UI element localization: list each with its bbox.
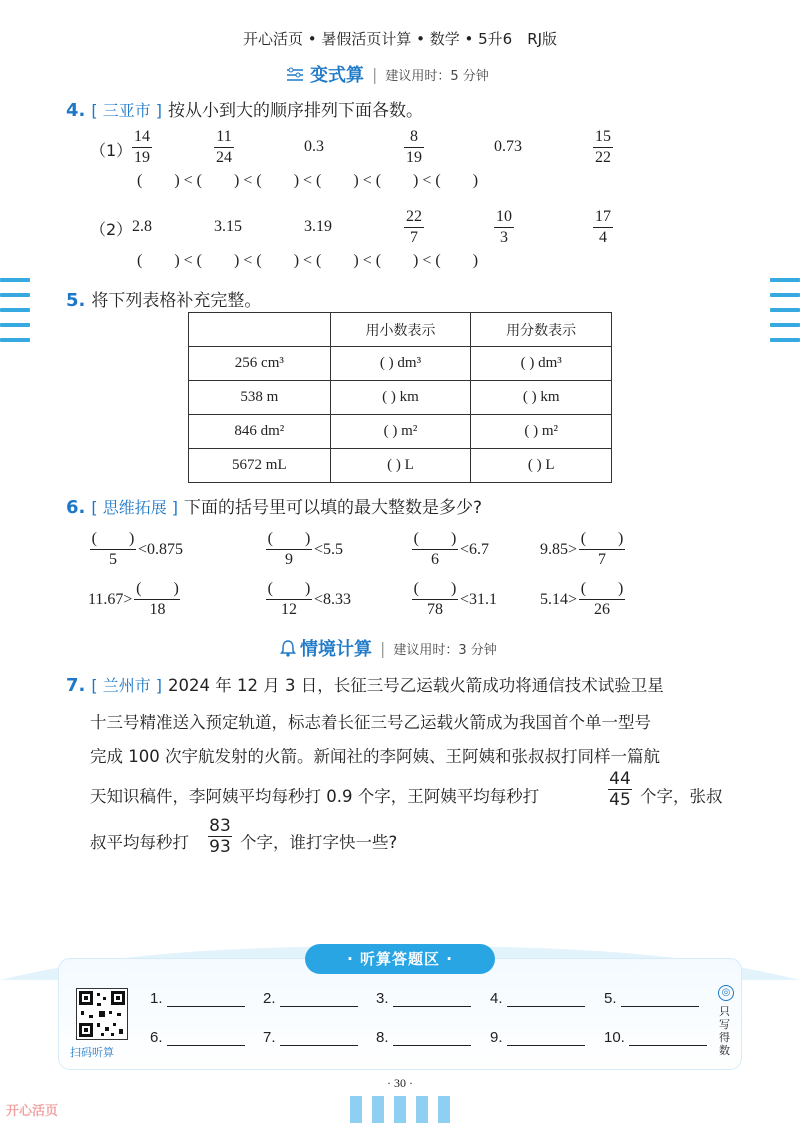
answer-cell[interactable]: ( ) km [330, 381, 471, 415]
fill-blank[interactable]: ( ) [91, 530, 135, 547]
answer-line[interactable] [167, 1032, 245, 1046]
answer-line[interactable] [167, 993, 245, 1007]
number-value: 2.8 [132, 218, 152, 235]
fraction [404, 128, 424, 167]
inequality [264, 530, 343, 569]
inequality-right: <31.1 [460, 590, 498, 608]
question-5-heading [66, 286, 261, 311]
table-header-row [189, 313, 612, 347]
table-row [189, 381, 612, 415]
fill-blank[interactable]: ( ) [267, 530, 311, 547]
question-text: 个字，张叔 [640, 787, 723, 806]
answer-label: 4. [490, 990, 503, 1007]
question-number: 7. [66, 675, 86, 696]
answer-line[interactable] [280, 993, 358, 1007]
denominator: 19 [134, 149, 150, 167]
numerator: 11 [216, 128, 232, 145]
answer-slot[interactable] [263, 990, 358, 1007]
question-text: 天知识稿件，李阿姨平均每秒打 0.9 个字，王阿姨平均每秒打 [90, 787, 540, 806]
answer-cell[interactable]: ( ) L [330, 449, 471, 483]
fill-blank[interactable]: ( ) [580, 580, 624, 597]
table-cell: 256 cm³ [189, 347, 331, 381]
fill-blank[interactable]: ( ) [413, 580, 457, 597]
inequality-left: 5.14> [540, 590, 578, 608]
ear-icon: ◎ [718, 985, 734, 1001]
denominator: 19 [406, 149, 422, 167]
brand-watermark: 开心活页 [6, 1104, 59, 1119]
numerator: 15 [595, 128, 611, 145]
denominator: 9 [285, 551, 293, 569]
page-header: 开心活页 • 暑假活页计算 • 数学 • 5升6 RJ版 [242, 30, 558, 48]
region-tag: [ 三亚市 ] [91, 101, 163, 120]
answer-cell[interactable]: ( ) dm³ [330, 347, 471, 381]
inequality-right: <6.7 [460, 540, 490, 558]
inequality-left: 9.85> [540, 540, 578, 558]
ordering-blanks[interactable]: ( ) < ( ) < ( ) < ( ) < ( ) < ( ) [137, 252, 479, 269]
fraction [593, 208, 613, 247]
table-header-cell [189, 313, 331, 347]
fill-blank[interactable]: ( ) [267, 580, 311, 597]
answer-line[interactable] [507, 993, 585, 1007]
denominator: 6 [431, 551, 439, 569]
answer-line[interactable] [629, 1032, 707, 1046]
answer-line[interactable] [507, 1032, 585, 1046]
fraction [266, 580, 312, 619]
denominator: 24 [216, 149, 232, 167]
answer-slot[interactable] [150, 990, 245, 1007]
answer-label: 10. [604, 1029, 625, 1046]
question-text: 个字，谁打字快一些? [240, 833, 398, 852]
question-text: 完成 100 次宇航发射的火箭。新闻社的李阿姨、王阿姨和张叔叔打同样一篇航 [90, 747, 660, 766]
answer-label: 5. [604, 990, 617, 1007]
answer-slot[interactable] [263, 1029, 358, 1046]
inequality [88, 580, 182, 619]
table-cell: 5672 mL [189, 449, 331, 483]
question-4-heading [66, 96, 423, 121]
answer-line[interactable] [393, 993, 471, 1007]
numerator: 44 [609, 769, 631, 789]
answer-slot[interactable] [604, 1029, 707, 1046]
section-time: 建议用时：5 分钟 [385, 68, 489, 84]
qr-label: 扫码听算 [70, 1046, 114, 1059]
answer-area-title: · 听算答题区 · [305, 944, 495, 974]
ordering-blanks[interactable]: ( ) < ( ) < ( ) < ( ) < ( ) < ( ) [137, 172, 479, 189]
section-heading-2: 情境计算 | 建议用时：3 分钟 [280, 637, 497, 659]
inequality [88, 530, 183, 569]
question-number: 4. [66, 100, 86, 121]
answer-label: 7. [263, 1029, 276, 1046]
fraction [412, 580, 458, 619]
numerator: 8 [410, 128, 418, 145]
answer-slot[interactable] [150, 1029, 245, 1046]
inequality-right: <5.5 [314, 540, 344, 558]
conversion-table [188, 312, 612, 483]
answer-slot[interactable] [490, 1029, 585, 1046]
numerator: 17 [595, 208, 611, 225]
denominator: 22 [595, 149, 611, 167]
part-label: （1） [90, 141, 133, 160]
denominator: 93 [209, 837, 231, 858]
section-title: 情境计算 [300, 639, 372, 660]
question-text: 将下列表格补充完整。 [91, 291, 262, 311]
region-tag: [ 兰州市 ] [91, 676, 163, 695]
inequality [540, 530, 627, 569]
answer-cell[interactable]: ( ) dm³ [471, 347, 612, 381]
answer-area [58, 958, 742, 1070]
fraction [593, 128, 613, 167]
table-cell: 846 dm² [189, 415, 331, 449]
table-row [189, 415, 612, 449]
denominator: 45 [609, 790, 631, 811]
table-cell: 538 m [189, 381, 331, 415]
page-number: · 30 · [387, 1076, 413, 1090]
inequality-left: 11.67> [88, 590, 133, 608]
fraction [579, 530, 625, 569]
fraction [208, 817, 232, 856]
numerator: 14 [134, 128, 150, 145]
fraction [132, 128, 152, 167]
inequality [540, 580, 627, 619]
fraction [90, 530, 136, 569]
question-7-line1 [66, 672, 664, 696]
fraction [214, 128, 234, 167]
question-text: 按从小到大的顺序排列下面各数。 [168, 101, 424, 121]
answer-label: 3. [376, 990, 389, 1007]
denominator: 3 [500, 229, 508, 247]
denominator: 26 [594, 601, 611, 619]
fraction [494, 208, 514, 247]
question-text: 2024 年 12 月 3 日，长征三号乙运载火箭成功将通信技术试验卫星 [168, 676, 664, 695]
numerator: 10 [496, 208, 512, 225]
denominator: 7 [598, 551, 607, 569]
answer-line[interactable] [621, 993, 699, 1007]
answer-line[interactable] [393, 1032, 471, 1046]
fraction [608, 770, 632, 809]
bell-icon [280, 639, 296, 657]
answer-label: 2. [263, 990, 276, 1007]
part-label: （2） [90, 220, 133, 239]
answer-cell[interactable]: ( ) km [471, 381, 612, 415]
section-time: 建议用时：3 分钟 [393, 642, 497, 658]
answer-line[interactable] [280, 1032, 358, 1046]
answer-label: 8. [376, 1029, 389, 1046]
number-value: 0.73 [494, 138, 522, 155]
question-text: 下面的括号里可以填的最大整数是多少? [184, 498, 483, 518]
section-heading-1: 变式算 | 建议用时：5 分钟 [286, 63, 489, 85]
answer-label: 9. [490, 1029, 503, 1046]
inequality-right: <8.33 [314, 590, 352, 608]
question-number: 5. [66, 290, 86, 311]
numerator: 22 [406, 208, 422, 225]
denominator: 4 [599, 229, 607, 247]
question-text: 十三号精准送入预定轨道，标志着长征三号乙运载火箭成为我国首个单一型号 [90, 713, 651, 732]
question-number: 6. [66, 497, 86, 518]
answer-slot[interactable] [490, 990, 585, 1007]
inequality [264, 580, 351, 619]
answer-cell[interactable]: ( ) m² [330, 415, 471, 449]
answer-cell[interactable]: ( ) L [471, 449, 612, 483]
question-6-heading [66, 493, 482, 518]
side-note: 只写得数 [719, 1005, 730, 1057]
denominator: 7 [410, 229, 418, 247]
fill-blank[interactable]: ( ) [413, 530, 457, 547]
answer-label: 6. [150, 1029, 163, 1046]
answer-cell[interactable]: ( ) m² [471, 415, 612, 449]
fraction [134, 580, 180, 619]
fraction [579, 580, 625, 619]
qr-code[interactable] [76, 988, 128, 1040]
inequality-right: <0.875 [138, 540, 184, 558]
inequality [410, 530, 489, 569]
denominator: 5 [109, 551, 117, 569]
fraction [412, 530, 458, 569]
table-row [189, 347, 612, 381]
question-text: 叔平均每秒打 [90, 833, 189, 852]
fraction [266, 530, 312, 569]
answer-slot[interactable] [376, 1029, 471, 1046]
left-edge-marks [0, 278, 30, 353]
numerator: 83 [209, 816, 231, 836]
number-value: 0.3 [304, 138, 324, 155]
section-title: 变式算 [310, 65, 364, 86]
table-header-cell: 用分数表示 [471, 313, 612, 347]
denominator: 12 [281, 601, 297, 619]
answer-label: 1. [150, 990, 163, 1007]
fraction [404, 208, 424, 247]
fill-blank[interactable]: ( ) [136, 580, 179, 597]
number-value: 3.19 [304, 218, 332, 235]
table-header-cell: 用小数表示 [330, 313, 471, 347]
number-value: 3.15 [214, 218, 242, 235]
denominator: 78 [427, 601, 443, 619]
right-edge-marks [770, 278, 800, 353]
category-tag: [ 思维拓展 ] [91, 498, 179, 517]
table-row [189, 449, 612, 483]
inequality [410, 580, 497, 619]
formula-icon [286, 66, 304, 82]
fill-blank[interactable]: ( ) [580, 530, 624, 547]
answer-slot[interactable] [604, 990, 699, 1007]
answer-slot[interactable] [376, 990, 471, 1007]
denominator: 18 [149, 601, 166, 619]
